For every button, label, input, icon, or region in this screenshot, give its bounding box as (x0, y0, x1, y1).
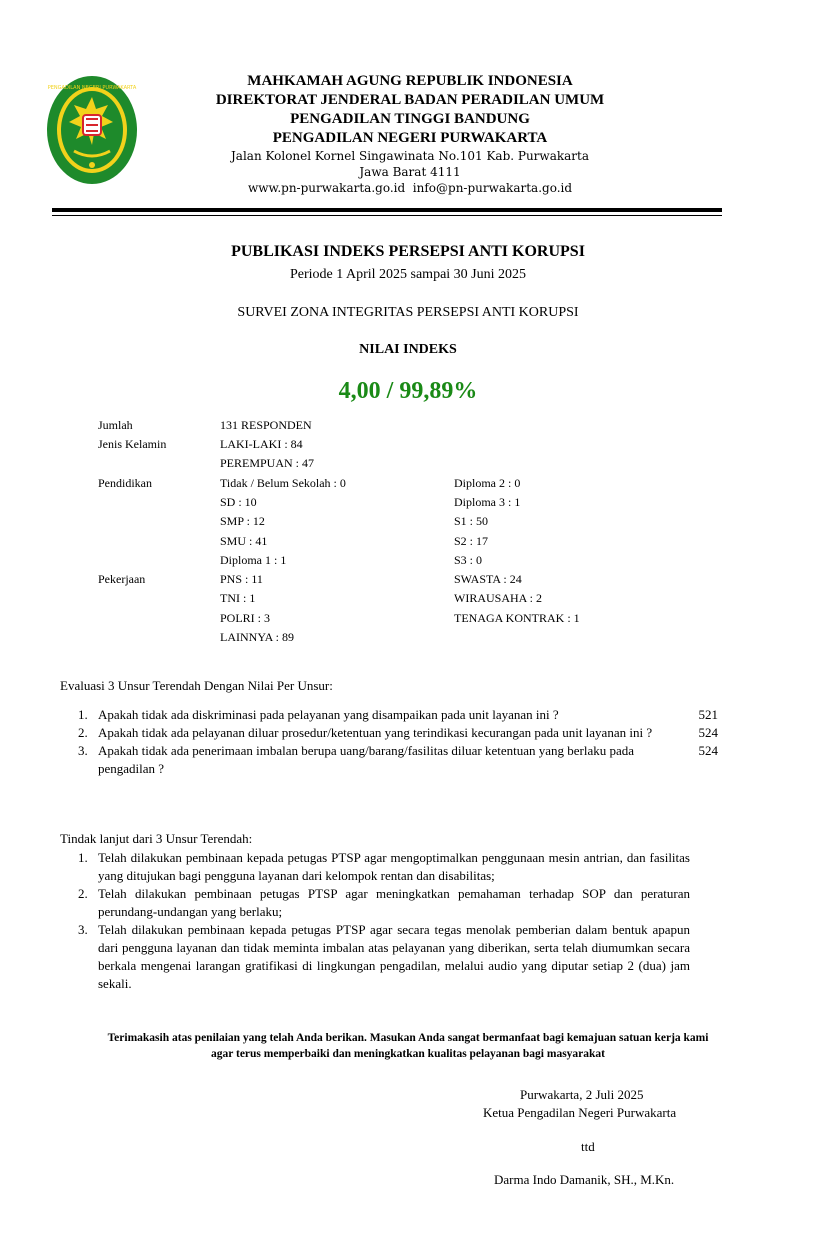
followup-list (78, 849, 690, 993)
header-divider-thin (52, 215, 722, 216)
education-item: S2 : 17 (454, 534, 489, 548)
occupation-label: Pekerjaan (98, 572, 146, 586)
index-value: 4,00 / 99,89% (338, 378, 478, 404)
occupation-item: WIRAUSAHA : 2 (454, 591, 543, 605)
evaluation-heading: Evaluasi 3 Unsur Terendah Dengan Nilai Per Unsur: (60, 678, 333, 693)
document-title: PUBLIKASI INDEKS PERSEPSI ANTI KORUPSI (231, 243, 585, 260)
occupation-item: SWASTA : 24 (454, 572, 522, 586)
letterhead-line2: DIREKTORAT JENDERAL BADAN PERADILAN UMUM (215, 92, 605, 108)
header-divider-thick (52, 208, 722, 212)
letterhead-line4: PENGADILAN NEGERI PURWAKARTA (272, 130, 548, 146)
place-date: Purwakarta, 2 Juli 2025 (520, 1087, 644, 1102)
item-number: 1. (78, 850, 88, 865)
item-text: Telah dilakukan pembinaan kepada petugas PTSP agar mengoptimalkan penggunaan mesin antrian, dan fasilitas yang ditujukan bagi pengguna layanan dari kelompok rentan dan disabilitas; (98, 850, 690, 883)
occupation-item: PNS : 11 (220, 572, 263, 586)
gender-male: LAKI-LAKI : 84 (220, 437, 303, 451)
item-text: Telah dilakukan pembinaan kepada petugas PTSP agar secara tegas menolak pemberian dalam bentuk apapun dari pengguna layanan dan tidak meminta imbalan atas pelayanan yang diberikan, serta telah diumumkan secara berkala mengenai larangan gratifikasi di lingkungan pengadilan, melalui audio yang diputar setiap 2 (dua) jam sekali. (98, 922, 690, 991)
occupation-item: TENAGA KONTRAK : 1 (454, 611, 580, 625)
gender-label: Jenis Kelamin (98, 437, 167, 451)
item-number: 3. (78, 743, 88, 758)
followup-item (78, 921, 690, 993)
education-item: Diploma 2 : 0 (454, 476, 521, 490)
evaluation-item (78, 742, 718, 778)
index-label: NILAI INDEKS (359, 342, 457, 357)
occupation-item: TNI : 1 (220, 591, 256, 605)
gender-female: PEREMPUAN : 47 (220, 456, 315, 470)
signer-name: Darma Indo Damanik, SH., M.Kn. (494, 1172, 675, 1187)
item-text: Apakah tidak ada pelayanan diluar prosedur/ketentuan yang terindikasi kecurangan pada unit layanan ini ? (98, 725, 653, 740)
period-text: Periode 1 April 2025 sampai 30 Juni 2025 (289, 267, 527, 282)
item-number: 3. (78, 922, 88, 937)
address-line2: Jawa Barat 4111 (359, 165, 461, 179)
letterhead (130, 72, 690, 196)
followup-item (78, 849, 690, 885)
item-score: 524 (698, 725, 718, 740)
item-text: Telah dilakukan pembinaan petugas PTSP agar meningkatkan pemahaman terhadap SOP dan peraturan perundang-undangan yang berlaku; (98, 886, 690, 919)
education-item: S1 : 50 (454, 514, 489, 528)
item-number: 2. (78, 725, 88, 740)
thank-you-note: Terimakasih atas penilaian yang telah Anda berikan. Masukan Anda sangat bermanfaat bagi kemajuan satuan kerja kami agar terus memperbaiki dan meningkatkan kualitas pelayanan bagi masyarakat (107, 1032, 709, 1060)
letterhead-line1: MAHKAMAH AGUNG REPUBLIK INDONESIA (247, 73, 573, 89)
survey-title: SURVEI ZONA INTEGRITAS PERSEPSI ANTI KORUPSI (237, 305, 579, 320)
education-item: SD : 10 (220, 495, 257, 509)
occupation-item: LAINNYA : 89 (220, 630, 294, 644)
evaluation-item (78, 724, 718, 742)
item-text: Apakah tidak ada penerimaan imbalan berupa uang/barang/fasilitas diluar ketentuan yang berlaku pada pengadilan ? (98, 743, 635, 776)
item-number: 1. (78, 707, 88, 722)
contact-line: www.pn-purwakarta.go.id info@pn-purwakarta.go.id (247, 181, 573, 195)
item-number: 2. (78, 886, 88, 901)
jumlah-label: Jumlah (98, 418, 133, 432)
education-item: Diploma 3 : 1 (454, 495, 521, 509)
followup-heading: Tindak lanjut dari 3 Unsur Terendah: (60, 831, 253, 846)
evaluation-item (78, 706, 718, 724)
letterhead-line3: PENGADILAN TINGGI BANDUNG (290, 111, 530, 127)
education-item: Diploma 1 : 1 (220, 553, 287, 567)
item-score: 524 (698, 743, 718, 758)
evaluation-list (78, 706, 718, 778)
education-item: SMP : 12 (220, 514, 265, 528)
logo-lettering: PENGADILAN NEGERI PURWAKARTA (47, 85, 137, 91)
education-item: SMU : 41 (220, 534, 268, 548)
occupation-item: POLRI : 3 (220, 611, 271, 625)
education-label: Pendidikan (98, 476, 152, 490)
court-logo (46, 75, 138, 185)
education-item: Tidak / Belum Sekolah : 0 (220, 476, 346, 490)
jumlah-value: 131 RESPONDEN (220, 418, 312, 432)
address-line1: Jalan Kolonel Kornel Singawinata No.101 Kab. Purwakarta (231, 149, 589, 163)
signer-position: Ketua Pengadilan Negeri Purwakarta (483, 1105, 677, 1120)
signature-ttd: ttd (581, 1139, 595, 1154)
followup-item (78, 885, 690, 921)
item-score: 521 (698, 707, 718, 722)
education-item: S3 : 0 (454, 553, 483, 567)
item-text: Apakah tidak ada diskriminasi pada pelayanan yang disampaikan pada unit layanan ini ? (98, 707, 559, 722)
